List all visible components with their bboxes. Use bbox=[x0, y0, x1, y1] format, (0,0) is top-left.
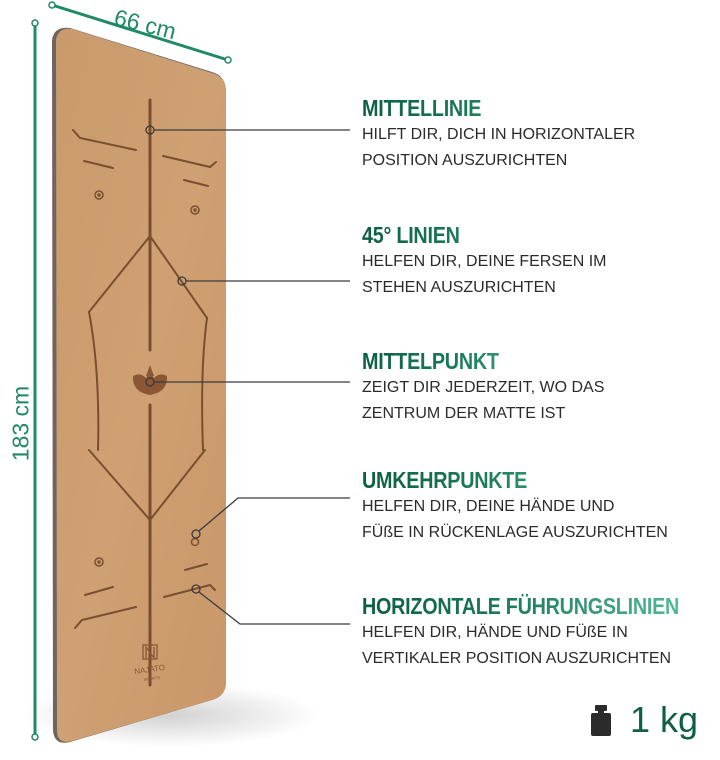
brand-name: NAJATO bbox=[133, 662, 166, 677]
callout-desc-line1: HELFEN DIR, DEINE HÄNDE UND bbox=[362, 498, 615, 515]
callout-desc-line1: ZEIGT DIR JEDERZEIT, WO DAS bbox=[362, 379, 605, 396]
callout-reversal-points bbox=[362, 467, 668, 545]
callout-desc-line1: HELFEN DIR, DEINE FERSEN IM bbox=[362, 253, 607, 270]
callout-horizontal-guide-lines bbox=[362, 593, 720, 671]
callout-title: MITTELLINIE bbox=[362, 95, 597, 121]
callout-desc-line2: ZENTRUM DER MATTE IST bbox=[362, 405, 566, 422]
callout-desc-line2: STEHEN AUSZURICHTEN bbox=[362, 279, 556, 296]
callout-title: MITTELPUNKT bbox=[362, 348, 570, 374]
callout-45-degree-lines bbox=[362, 222, 606, 300]
callout-desc-line2: POSITION AUSZURICHTEN bbox=[362, 152, 568, 169]
callout-desc-line1: HELFEN DIR, HÄNDE UND FÜßE IN bbox=[362, 624, 628, 641]
callout-desc-line1: HILFT DIR, DICH IN HORIZONTALER bbox=[362, 126, 636, 143]
brand-subtitle: SPORTS bbox=[143, 674, 161, 683]
callout-title: UMKEHRPUNKTE bbox=[362, 467, 625, 493]
weight-label: 1 kg bbox=[630, 699, 699, 740]
width-dimension-label: 66 cm bbox=[111, 4, 179, 45]
callout-desc-line2: FÜßE IN RÜCKENLAGE AUSZURICHTEN bbox=[362, 524, 668, 541]
height-dimension-label: 183 cm bbox=[7, 385, 34, 462]
weight-info bbox=[590, 700, 698, 740]
callout-desc-line2: VERTIKALER POSITION AUSZURICHTEN bbox=[362, 650, 672, 667]
weight-icon bbox=[590, 703, 612, 737]
callout-title: HORIZONTALE FÜHRUNGSLINIEN bbox=[362, 593, 680, 619]
callout-center-point bbox=[362, 348, 604, 426]
callout-center-line bbox=[362, 95, 635, 173]
callout-title: 45° LINIEN bbox=[362, 222, 572, 248]
